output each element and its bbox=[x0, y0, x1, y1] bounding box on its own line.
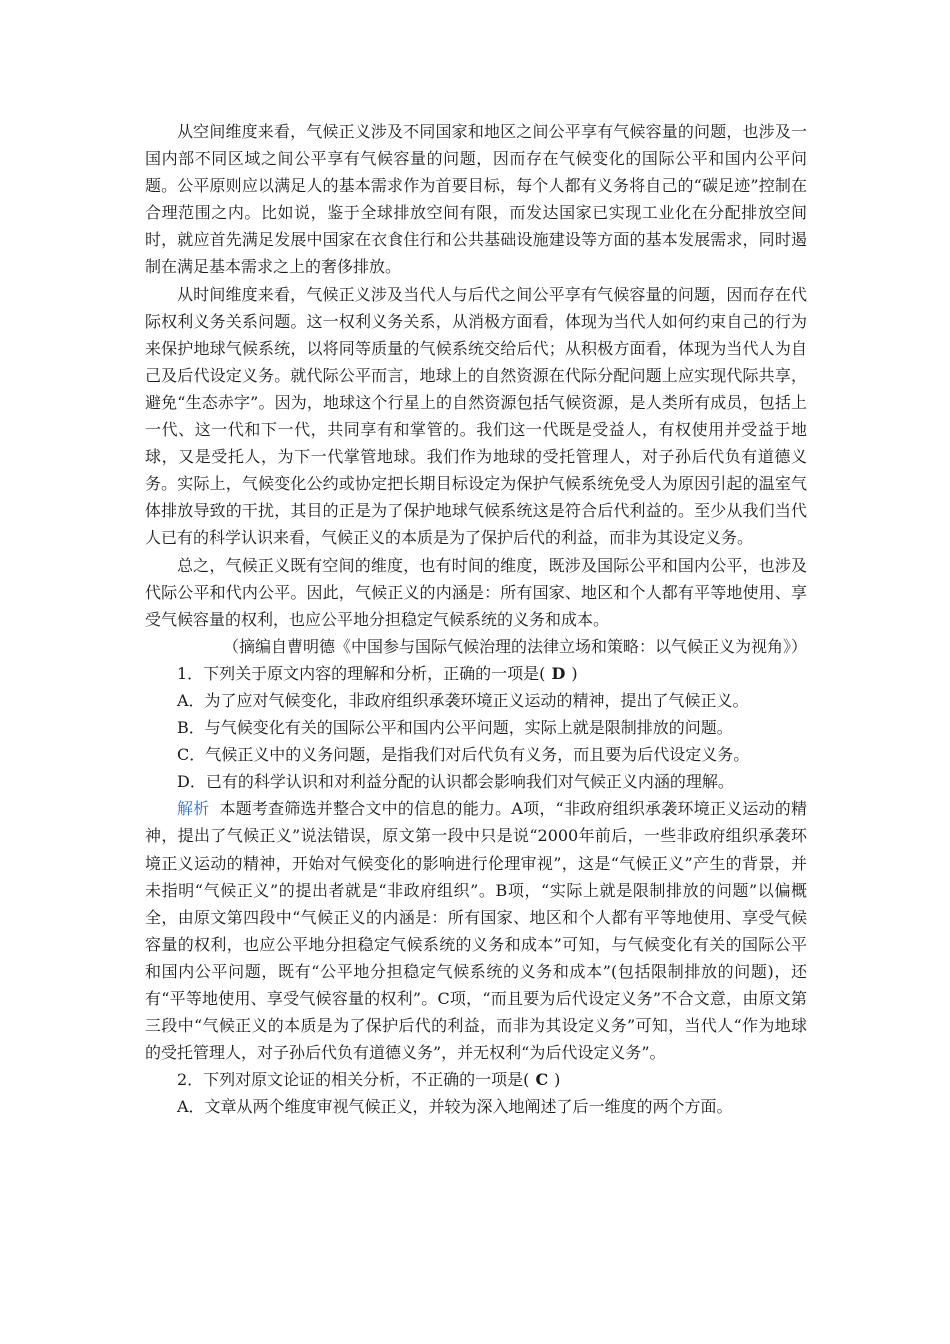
source-citation: （摘编自曹明德《中国参与国际气候治理的法律立场和策略：以气候正义为视角》） bbox=[222, 636, 807, 656]
paragraph-conclusion: 总之，气候正义既有空间的维度，也有时间的维度，既涉及国际公平和国内公平，也涉及代际公平和代内公平。因此，气候正义的内涵是：所有国家、地区和个人都有平等地使用、享受气候容量的权利，也应公平地分担稳定气候系统的义务和成本。 bbox=[145, 555, 807, 629]
analysis-paragraph bbox=[145, 795, 807, 1066]
question-1-option-d: D．已有的科学认识和对利益分配的认识都会影响我们对气候正义内涵的理解。 bbox=[177, 772, 734, 792]
question-2-answer: C bbox=[535, 1070, 549, 1090]
paragraph-time-dimension: 从时间维度来看，气候正义涉及当代人与后代之间公平享有气候容量的问题，因而存在代际权利义务关系问题。这一权利义务关系，从消极方面看，体现为当代人如何约束自己的行为来保护地球气候系统，以将同等质量的气候系统交给后代；从积极方面看，体现为当代人为自己及后代设定义务。就代际公平而言，地球上的自然资源在代际分配问题上应实现代际共享，避免“生态赤字”。因为，地球这个行星上的自然资源包括气候资源，是人类所有成员，包括上一代、这一代和下一代，共同享有和掌管的。我们这一代既是受益人，有权使用并受益于地球，又是受托人，为下一代掌管地球。我们作为地球的受托管理人，对子孙后代负有道德义务。实际上，气候变化公约或协定把长期目标设定为保护气候系统免受人为原因引起的温室气体排放导致的干扰，其目的正是为了保护地球气候系统这是符合后代利益的。至少从我们当代人已有的科学认识来看，气候正义的本质是为了保护后代的利益，而非为其设定义务。 bbox=[145, 284, 807, 548]
question-1-stem: 1．下列关于原文内容的理解和分析，正确的一项是( bbox=[177, 663, 546, 683]
document-page bbox=[145, 118, 807, 1120]
paragraph-space-dimension: 从空间维度来看，气候正义涉及不同国家和地区之间公平享有气候容量的问题，也涉及一国内部不同区域之间公平享有气候容量的问题，因而存在气候变化的国际公平和国内公平问题。公平原则应以满足人的基本需求作为首要目标，每个人都有义务将自己的“碳足迹”控制在合理范围之内。比如说，鉴于全球排放空间有限，而发达国家已实现工业化在分配排放空间时，就应首先满足发展中国家在衣食住行和公共基础设施建设等方面的基本发展需求，同时遏制在满足基本需求之上的奢侈排放。 bbox=[145, 122, 807, 277]
question-2-stem: 2．下列对原文论证的相关分析，不正确的一项是( bbox=[177, 1070, 530, 1090]
analysis-tag: 解析 bbox=[177, 799, 210, 819]
question-1-close: ) bbox=[571, 663, 578, 683]
analysis-text: 本题考查筛选并整合文中的信息的能力。A项，“非政府组织承袭环境正义运动的精神，提出了气候正义”说法错误，原文第一段中只是说“2000年前后，一些非政府组织承袭环境正义运动的精神，开始对气候变化的影响进行伦理审视”，这是“气候正义”产生的背景，并未指明“气候正义”的提出者就是“非政府组织”。B项，“实际上就是限制排放的问题”以偏概全，由原文第四段中“气候正义的内涵是：所有国家、地区和个人都有平等地使用、享受气候容量的权利，也应公平地分担稳定气候系统的义务和成本”可知，与气候变化有关的国际公平和国内公平问题，既有“公平地分担稳定气候系统的义务和成本”(包括限制排放的问题)，还有“平等地使用、享受气候容量的权利”。C项，“而且要为后代设定义务”不合文意，由原文第三段中“气候正义的本质是为了保护后代的利益，而非为其设定义务”可知，当代人“作为地球的受托管理人，对子孙后代负有道德义务”，并无权利“为后代设定义务”。 bbox=[145, 799, 807, 1063]
question-2 bbox=[145, 1066, 807, 1093]
question-1-option-b: B．与气候变化有关的国际公平和国内公平问题，实际上就是限制排放的问题。 bbox=[177, 718, 733, 738]
question-2-close: ) bbox=[554, 1070, 561, 1090]
question-1-option-c: C．气候正义中的义务问题，是指我们对后代负有义务，而且要为后代设定义务。 bbox=[177, 745, 750, 765]
question-1-option-a: A．为了应对气候变化，非政府组织承袭环境正义运动的精神，提出了气候正义。 bbox=[177, 690, 749, 710]
question-1-answer: D bbox=[551, 663, 566, 683]
question-2-option-a: A．文章从两个维度审视气候正义，并较为深入地阐述了后一维度的两个方面。 bbox=[177, 1097, 733, 1117]
question-1 bbox=[145, 660, 807, 687]
